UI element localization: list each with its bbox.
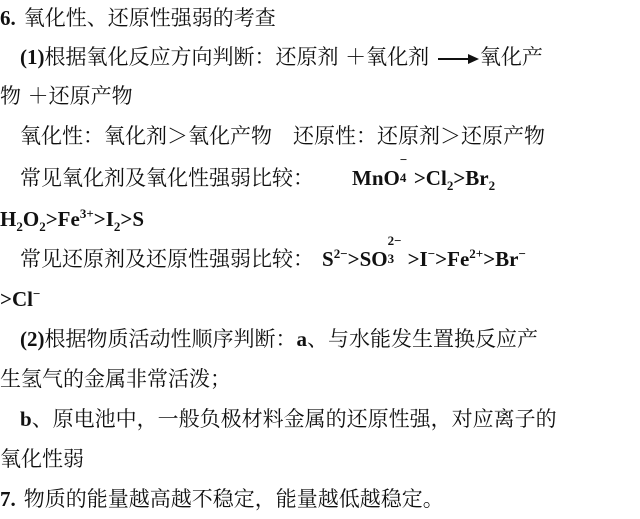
part-text-continued: 氧化产 — [479, 45, 543, 69]
item-b-text-wrap: 氧化性弱 — [0, 447, 84, 471]
part-2-line-2 — [0, 363, 640, 395]
mn-script — [399, 152, 414, 185]
i-subscript: 2 — [113, 219, 121, 234]
part-2-line-4 — [0, 443, 640, 475]
formula-h2o2-series — [0, 206, 145, 234]
item-b-label: b — [20, 407, 32, 431]
formula-reductant-series — [322, 233, 526, 271]
section-title: 物质的能量越高越不稳定，能量越低越稳定。 — [23, 487, 444, 511]
item-a-label: a — [296, 327, 307, 351]
br-ion-symbol: >Br — [483, 247, 519, 271]
part-2-line-3 — [20, 403, 640, 435]
mn-symbol: MnO — [352, 166, 400, 190]
oxidants-label: 常见氧化剂及氧化性强弱比较： — [20, 166, 314, 190]
s2-symbol: S — [322, 247, 334, 271]
br-subscript: 2 — [488, 178, 496, 193]
comparison-line — [20, 120, 640, 152]
s-symbol: >S — [120, 207, 145, 231]
section-number: 7. — [0, 487, 16, 511]
mn-charge: − — [399, 152, 408, 167]
item-a-text-wrap: 生氢气的金属非常活泼； — [0, 367, 231, 391]
mn-subscript: 4 — [399, 170, 407, 185]
item-a-text: 、与水能发生置换反应产 — [307, 327, 538, 351]
cl-ion-charge: − — [32, 286, 41, 301]
part-text-wrap: 物 ＋还原产物 — [0, 84, 133, 108]
o-subscript: 2 — [39, 219, 46, 234]
reductants-line — [20, 233, 640, 278]
fe2-charge: 2+ — [469, 246, 484, 261]
s2-charge: 2− — [333, 246, 348, 261]
cl-subscript: 2 — [446, 178, 454, 193]
cl-symbol: >Cl — [413, 166, 447, 190]
section-6-heading — [0, 2, 640, 34]
so3-charge: 2− — [387, 233, 402, 248]
i-ion-charge: − — [427, 246, 436, 261]
h-subscript: 2 — [16, 219, 23, 234]
br-symbol: >Br — [453, 166, 489, 190]
reductants-line-2 — [0, 283, 640, 318]
part-2-line — [20, 323, 640, 355]
reaction-arrow-icon — [436, 52, 480, 66]
formula-mno4 — [352, 152, 496, 193]
fe-symbol: >Fe — [45, 207, 80, 231]
part-label: (2) — [20, 327, 45, 351]
cl-ion-symbol: >Cl — [0, 287, 33, 311]
section-title: 氧化性、还原性强弱的考查 — [23, 6, 276, 30]
formula-cl-ion — [0, 287, 40, 311]
part-1-line — [20, 41, 640, 73]
oxidants-line-2 — [0, 203, 640, 238]
i-symbol: >I — [93, 207, 114, 231]
part-text: 根据氧化反应方向判断：还原剂 ＋氧化剂 — [44, 45, 436, 69]
br-ion-charge: − — [518, 246, 526, 261]
part-label: (1) — [20, 45, 45, 69]
i-ion-symbol: >I — [407, 247, 428, 271]
item-b-text: 、原电池中，一般负极材料金属的还原性强，对应离子的 — [31, 407, 557, 431]
reductants-label: 常见还原剂及还原性强弱比较： — [20, 247, 314, 271]
section-number: 6. — [0, 6, 16, 30]
part-1-line-2 — [0, 80, 640, 112]
oxidants-line — [20, 152, 640, 197]
comparison-text: 氧化性：氧化剂＞氧化产物 还原性：还原剂＞还原产物 — [20, 124, 545, 148]
o-symbol: O — [22, 207, 40, 231]
so3-script — [387, 233, 408, 266]
so3-symbol: >SO — [347, 247, 388, 271]
part-text: 根据物质活动性顺序判断： — [44, 327, 297, 351]
fe-charge: 3+ — [79, 206, 94, 221]
so3-subscript: 3 — [387, 251, 395, 266]
section-7-heading — [0, 483, 640, 515]
fe2-symbol: >Fe — [435, 247, 470, 271]
h-symbol: H — [0, 207, 17, 231]
